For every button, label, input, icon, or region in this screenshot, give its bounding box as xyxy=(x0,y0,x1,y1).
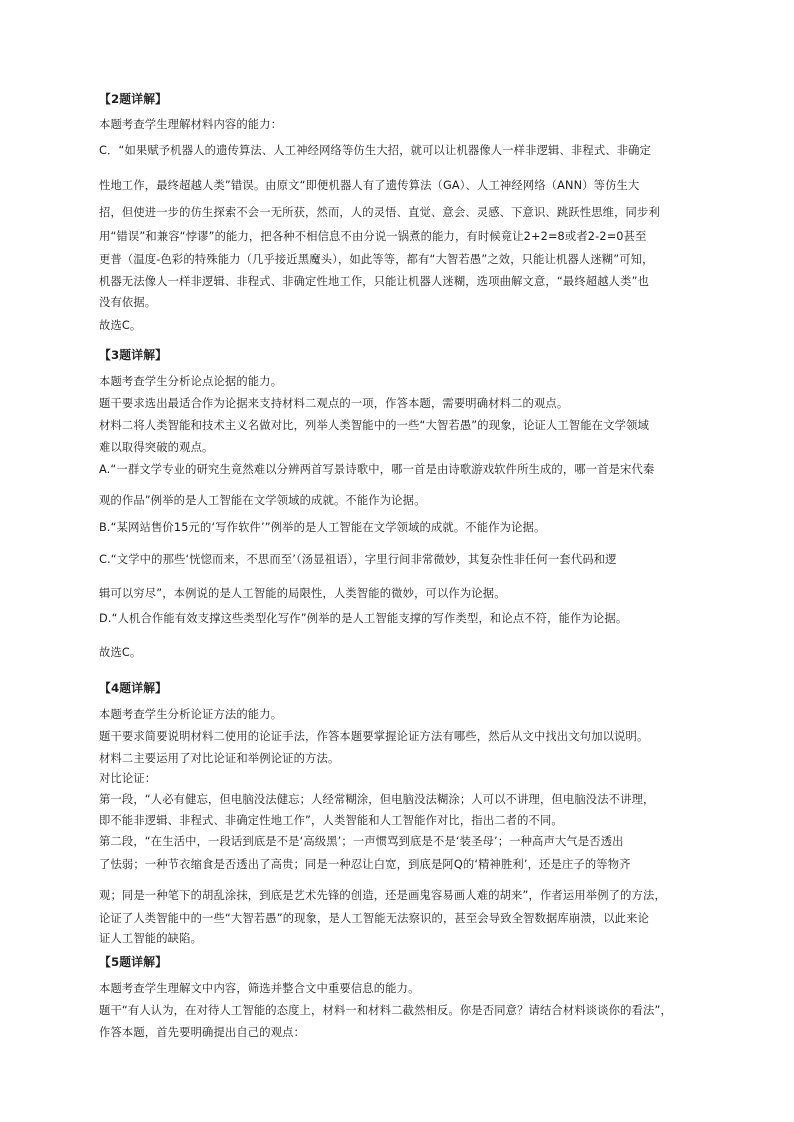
q3-answer: 故选C。 xyxy=(99,646,142,659)
q2-line: 机器无法像人一样非逻辑、非程式、非确定性地工作，只能让机器人迷糊，选项曲解文意，“最终超越人类”也 xyxy=(99,275,650,288)
q5-line: 题干“有人认为，在对待人工智能的态度上，材料一和材料二截然相反。你是否同意？请结合材料谈谈你的看法”， xyxy=(99,1004,672,1017)
q3-line: 难以取得突破的观点。 xyxy=(99,441,214,454)
q2-line: 没有依据。 xyxy=(99,296,157,309)
q5-line: 作答本题，首先要明确提出自己的观点： xyxy=(99,1026,306,1039)
q3-heading: 【3题详解】 xyxy=(99,348,168,362)
q3-line: 材料二将人类智能和技术主义名做对比，列举人类智能中的一些“大智若愚”的现象，论证人工智能在文学领域 xyxy=(99,419,650,432)
q2-line: 用“错误”和兼容“悖谬”的能力，把各种不相信息不由分说一锅煮的能力，有时候竟让2+2=8或者2-2=0甚至 xyxy=(99,230,647,243)
q4-heading: 【4题详解】 xyxy=(99,681,168,695)
q4-line: 即不能非逻辑、非程式、非确定性地工作”，人类智能和人工智能作对比，指出二者的不同。 xyxy=(99,814,563,827)
q4-line: 对比论证： xyxy=(99,772,157,785)
q2-line: C．“如果赋予机器人的遗传算法、人工神经网络等仿生大招，就可以让机器像人一样非逻辑、非程式、非确定 xyxy=(99,144,652,157)
q4-line: 题干要求简要说明材料二使用的论证手法，作答本题要掌握论证方法有哪些，然后从文中找出文句加以说明。 xyxy=(99,730,649,743)
q4-line: 第一段，“人必有健忘，但电脑没法健忘；人经常糊涂，但电脑没法糊涂；人可以不讲理，但电脑没法不讲理， xyxy=(99,793,655,806)
q4-line: 材料二主要运用了对比论证和举例论证的方法。 xyxy=(99,752,340,765)
q4-line: 论证了人类智能中的一些“大智若愚”的现象，是人工智能无法察识的，甚至会导致全智数据库崩溃，以此来论 xyxy=(99,912,650,925)
q4-line: 本题考查学生分析论证方法的能力。 xyxy=(99,708,283,721)
q2-answer: 故选C。 xyxy=(99,319,142,332)
q2-line: 本题考查学生理解材料内容的能力： xyxy=(99,118,283,131)
q4-line: 观；同是一种笔下的胡乱涂抹，到底是艺术先锋的创造，还是画鬼容易画人难的胡来”，作者运用举例了的方法， xyxy=(99,889,666,902)
q2-line: 更普（温度-色彩的特殊能力（几乎接近黑魔头），如此等等，都有“大智若愚”之效，只能让机器人迷糊”可知， xyxy=(99,253,654,266)
q4-line: 了怯弱；一种节衣缩食是否透出了高贵；同是一种忍让白宽，到底是阿Q的‘精神胜利’，还是庄子的等物齐 xyxy=(99,858,631,871)
q2-line: 性地工作，最终超越人类”错误。由原文“即便机器人有了遗传算法（GA）、人工神经网络（ANN）等仿生大 xyxy=(99,179,640,192)
q3-line: 辑可以穷尽”，本例说的是人工智能的局限性，人类智能的微妙，可以作为论据。 xyxy=(99,587,506,600)
q3-line: B.“某网站售价15元的‘写作软件’”例举的是人工智能在文学领域的成就。不能作为论据。 xyxy=(99,521,546,534)
q3-line: 题干要求选出最适合作为论据来支持材料二观点的一项，作答本题，需要明确材料二的观点。 xyxy=(99,397,569,410)
q3-line: 观的作品”例举的是人工智能在文学领域的成就。不能作为论据。 xyxy=(99,494,426,507)
q3-line: A.“一群文学专业的研究生竟然难以分辨两首写景诗歌中，哪一首是由诗歌游戏软件所生成的，哪一首是宋代秦 xyxy=(99,463,655,476)
q2-line: 招，但使进一步的仿生探索不会一无所获，然而，人的灵悟、直觉、意会、灵感、下意识、跳跃性思维，同步利 xyxy=(99,206,660,219)
q4-line: 第二段，“在生活中，一段话到底是不是‘高级黑’；一声惯骂到底是不是‘装圣母’；一种高声大气是否透出 xyxy=(99,835,624,848)
q3-line: D.“人机合作能有效支撑这些类型化写作”例举的是人工智能支撑的写作类型，和论点不符，能作为论据。 xyxy=(99,612,628,625)
q4-line: 证人工智能的缺陷。 xyxy=(99,932,203,945)
q3-line: 本题考查学生分析论点论据的能力。 xyxy=(99,375,283,388)
q5-line: 本题考查学生理解文中内容，筛选并整合文中重要信息的能力。 xyxy=(99,982,420,995)
q5-heading: 【5题详解】 xyxy=(99,955,168,969)
q2-heading: 【2题详解】 xyxy=(99,92,168,106)
q3-line: C.“文学中的那些‘恍惚而来，不思而至’（汤显祖语），字里行间非常微妙，其复杂性非任何一套代码和逻 xyxy=(99,553,617,566)
